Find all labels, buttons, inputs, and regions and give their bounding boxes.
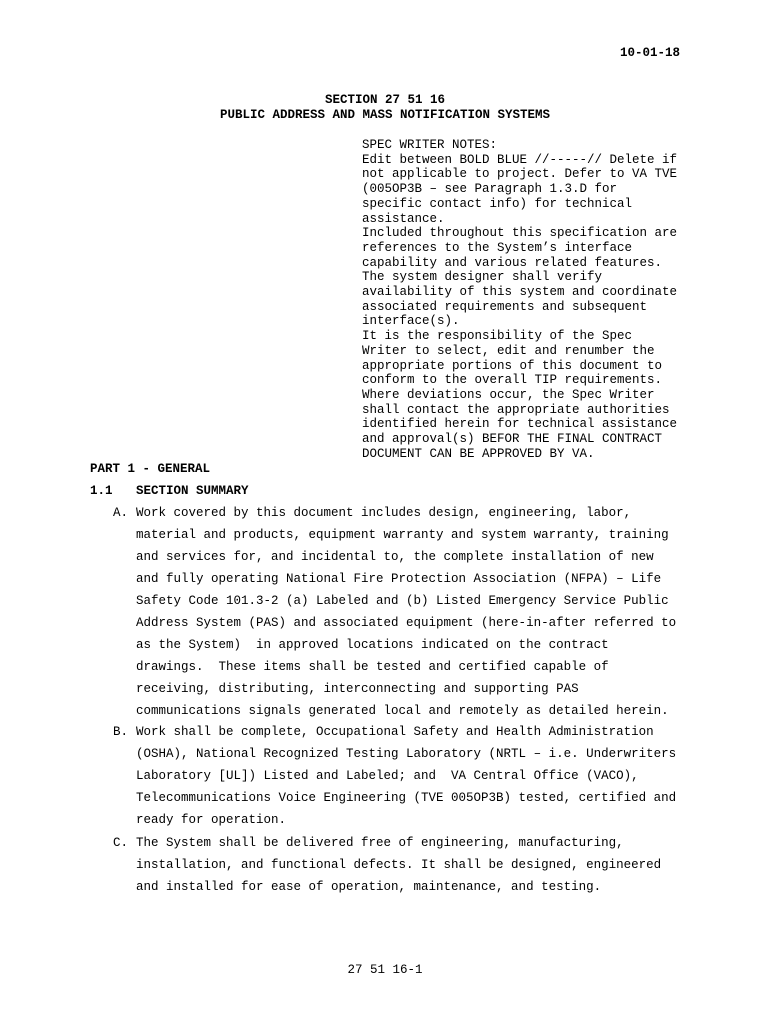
item-text-line: Laboratory [UL]) Listed and Labeled; and VA Central Office (VACO), xyxy=(136,769,639,783)
list-item-b xyxy=(113,725,677,835)
item-text-line: The System shall be delivered free of engineering, manufacturing, xyxy=(136,836,624,850)
spec-note-line: availability of this system and coordinate xyxy=(362,285,678,300)
item-text-line: (OSHA), National Recognized Testing Laboratory (NRTL – i.e. Underwriters xyxy=(136,747,677,761)
list-item-a xyxy=(113,506,677,726)
item-text-line: Work covered by this document includes design, engineering, labor, xyxy=(136,506,632,520)
spec-note-line: conform to the overall TIP requirements. xyxy=(362,373,663,388)
spec-note-line: capability and various related features. xyxy=(362,255,663,270)
section-summary-number: 1.1 xyxy=(90,484,113,498)
spec-note-line: shall contact the appropriate authorities xyxy=(362,402,670,417)
spec-note-line: DOCUMENT CAN BE APPROVED BY VA. xyxy=(362,446,595,461)
item-letter: B. xyxy=(113,725,129,739)
document-date: 10-01-18 xyxy=(619,46,680,60)
section-title: SECTION 27 51 16 xyxy=(324,93,446,107)
spec-note-line: specific contact info) for technical xyxy=(362,196,633,211)
list-item-c xyxy=(113,836,662,902)
spec-note-line: references to the System’s interface xyxy=(362,240,633,255)
section-summary-title: SECTION SUMMARY xyxy=(136,484,249,498)
spec-note-line: SPEC WRITER NOTES: xyxy=(362,138,498,152)
spec-note-line: The system designer shall verify xyxy=(362,270,603,285)
item-letter: C. xyxy=(113,836,129,850)
spec-note-line: identified herein for technical assistance xyxy=(362,417,678,432)
item-text-line: material and products, equipment warranty and system warranty, training xyxy=(136,528,669,542)
spec-note-line: Included throughout this specification are xyxy=(362,226,678,241)
spec-note-line: and approval(s) BEFOR THE FINAL CONTRACT xyxy=(362,432,663,447)
item-text-line: installation, and functional defects. It shall be designed, engineered xyxy=(136,858,662,872)
item-text-line: and services for, and incidental to, the complete installation of new xyxy=(136,550,654,564)
spec-note-line: interface(s). xyxy=(362,314,460,329)
spec-writer-notes xyxy=(362,138,692,461)
item-text-line: and installed for ease of operation, maintenance, and testing. xyxy=(136,880,602,894)
section-subtitle: PUBLIC ADDRESS AND MASS NOTIFICATION SYSTEMS xyxy=(219,108,551,122)
spec-note-line: appropriate portions of this document to xyxy=(362,358,663,373)
item-text-line: communications signals generated local and remotely as detailed herein. xyxy=(136,704,669,718)
item-text-line: as the System) in approved locations indicated on the contract xyxy=(136,638,609,652)
item-letter: A. xyxy=(113,506,129,520)
item-text-line: Safety Code 101.3-2 (a) Labeled and (b) Listed Emergency Service Public xyxy=(136,594,669,608)
item-text-line: Address System (PAS) and associated equipment (here-in-after referred to xyxy=(136,616,677,630)
item-text-line: and fully operating National Fire Protection Association (NFPA) – Life xyxy=(136,572,662,586)
spec-note-line: not applicable to project. Defer to VA TVE xyxy=(362,167,678,182)
item-text-line: ready for operation. xyxy=(136,813,287,827)
item-text-line: Work shall be complete, Occupational Safety and Health Administration xyxy=(136,725,654,739)
item-text-line: Telecommunications Voice Engineering (TVE 005OP3B) tested, certified and xyxy=(136,791,677,805)
spec-note-line: Where deviations occur, the Spec Writer xyxy=(362,387,655,402)
spec-note-line: It is the responsibility of the Spec xyxy=(362,329,633,344)
spec-note-line: (005OP3B – see Paragraph 1.3.D for xyxy=(362,182,618,197)
page-number: 27 51 16-1 xyxy=(347,963,423,977)
spec-note-line: Writer to select, edit and renumber the xyxy=(362,343,655,358)
part-heading: PART 1 - GENERAL xyxy=(90,462,211,476)
spec-note-line: Edit between BOLD BLUE //-----// Delete if xyxy=(362,152,678,167)
item-text-line: drawings. These items shall be tested and certified capable of xyxy=(136,660,609,674)
item-text-line: receiving, distributing, interconnecting and supporting PAS xyxy=(136,682,579,696)
spec-note-line: associated requirements and subsequent xyxy=(362,299,648,314)
spec-note-line: assistance. xyxy=(362,211,445,226)
